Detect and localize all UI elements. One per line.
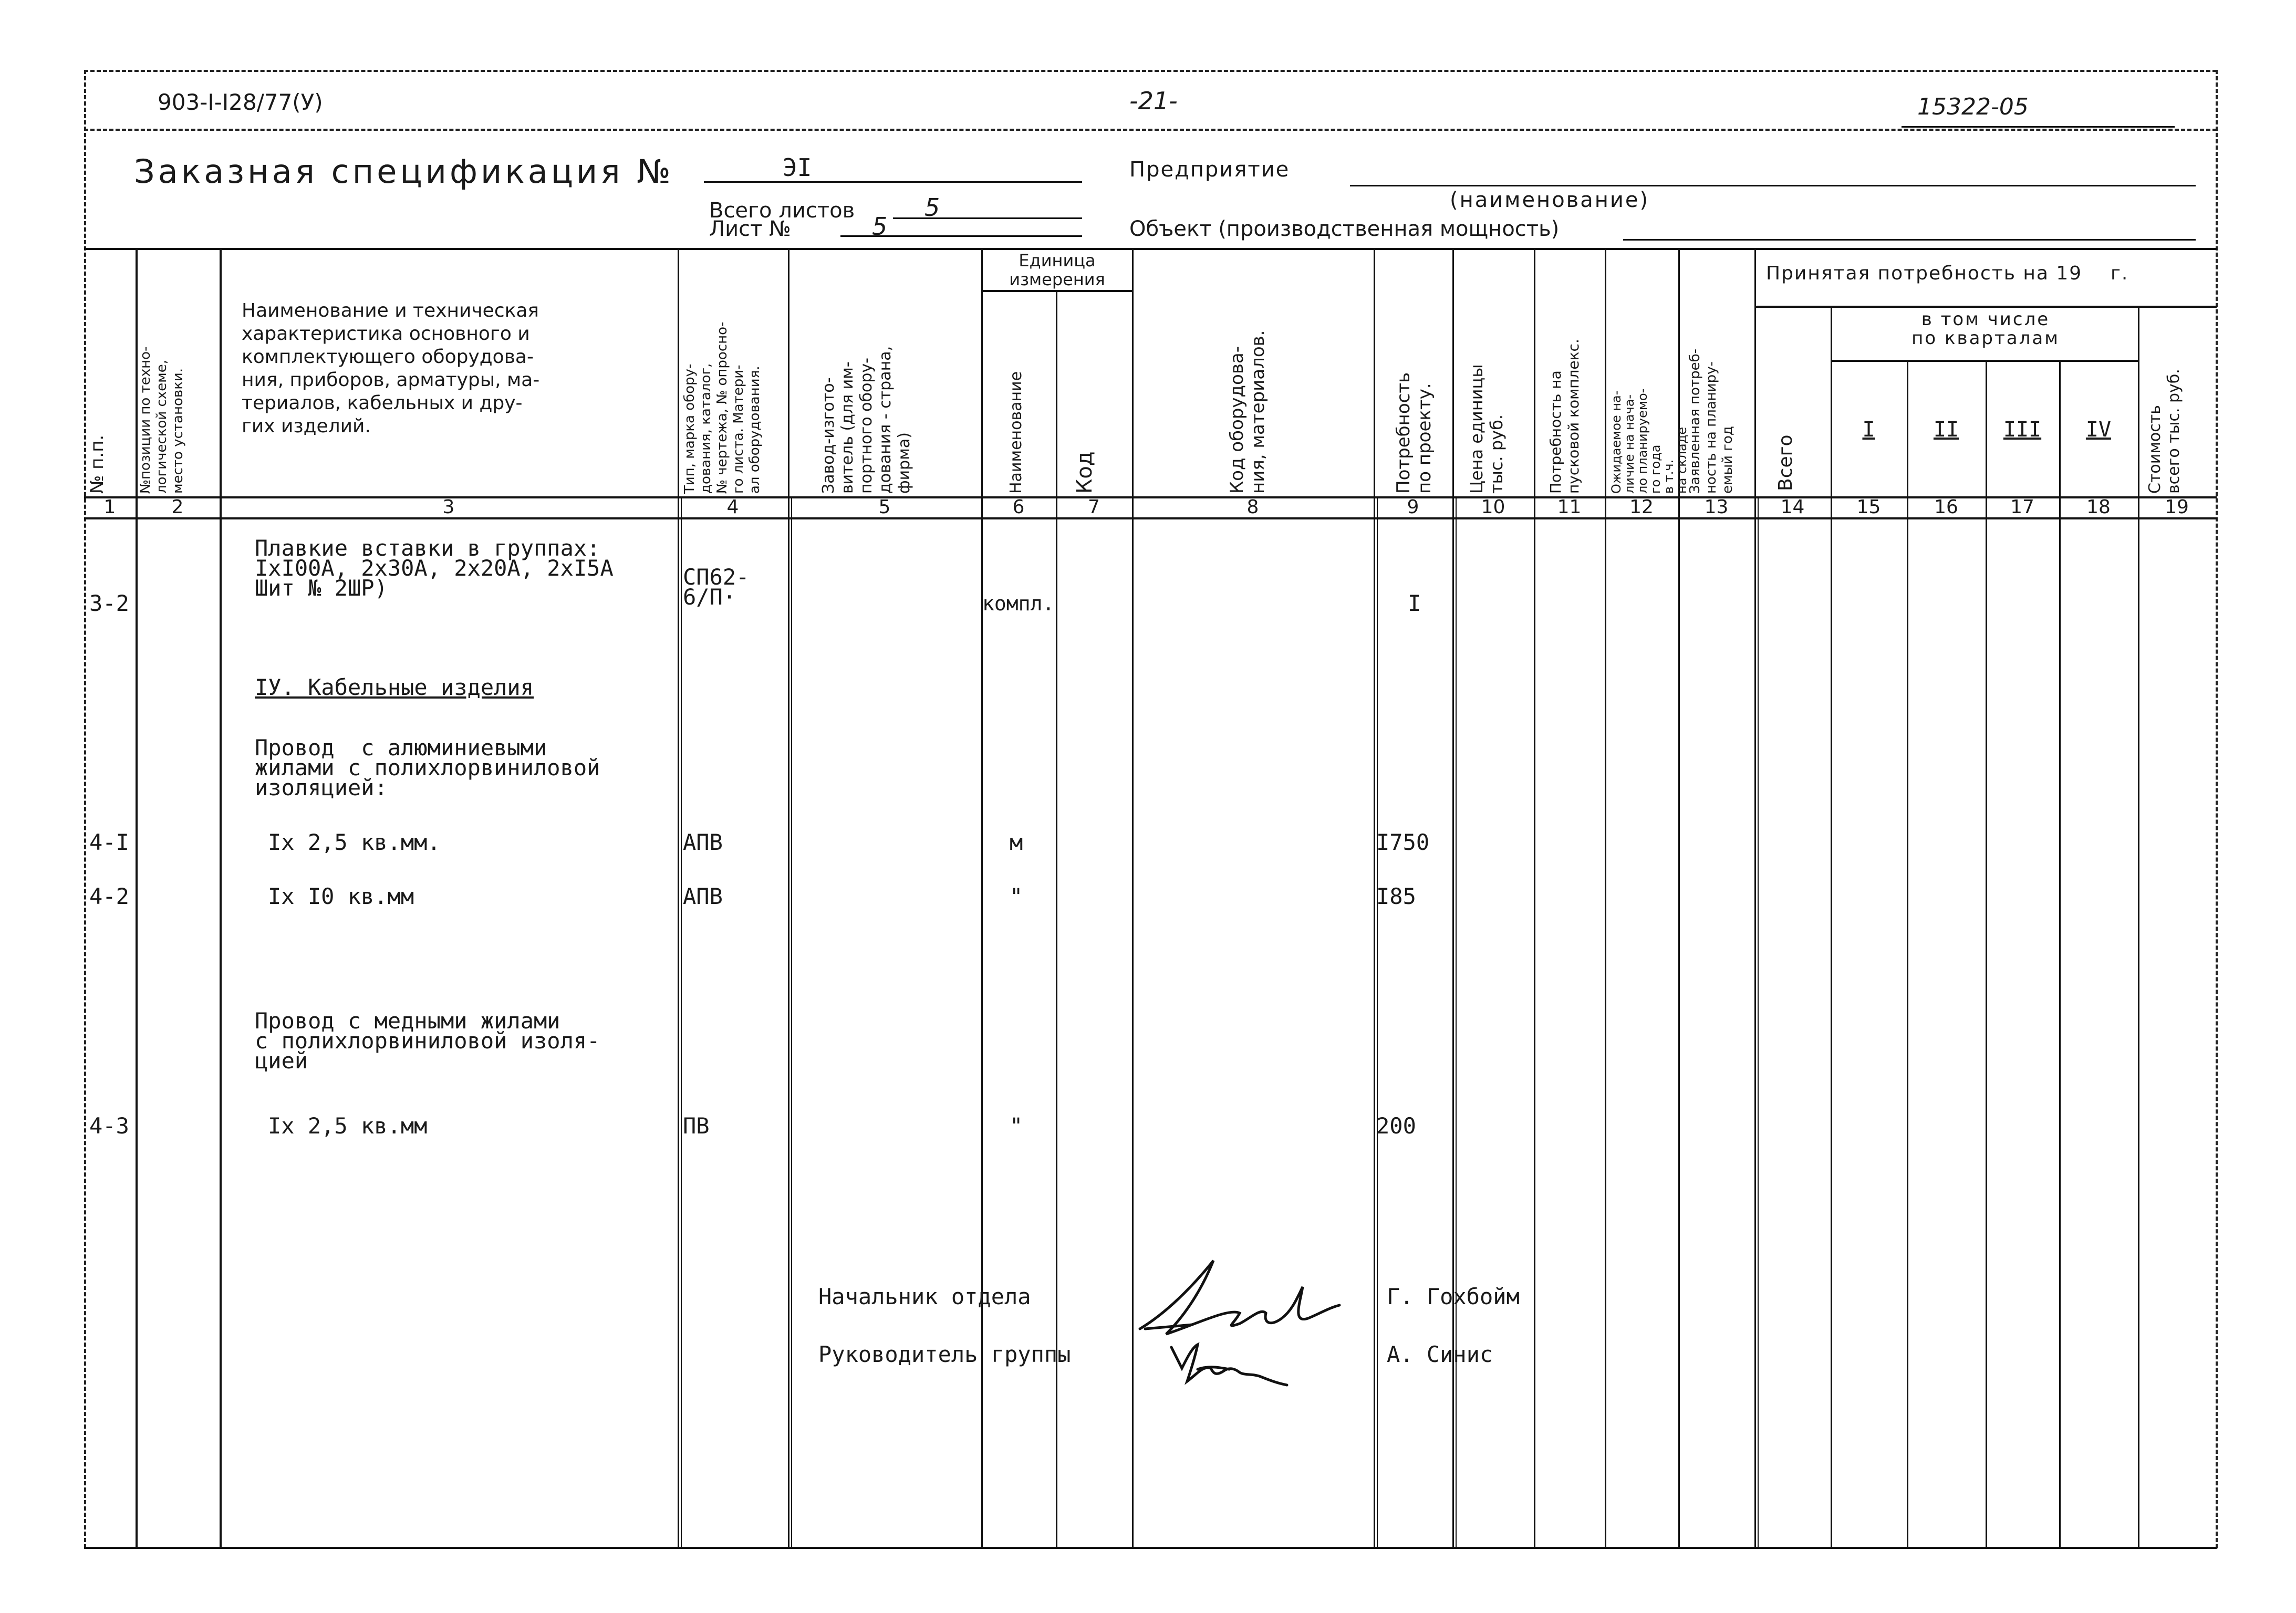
column-divider [1534, 248, 1535, 1547]
column-divider-inner [1456, 496, 1457, 1547]
row-1-qty: I [1408, 590, 1421, 616]
column-divider [2059, 360, 2061, 1547]
object-line [1623, 239, 2196, 241]
enterprise-caption: (наименование) [1450, 188, 1650, 212]
column-divider-inner [681, 496, 682, 1547]
column-divider [788, 248, 789, 1547]
col-declared-header: Заявленная потреб- ность на планиру- емый год [1687, 349, 1736, 494]
archive-underline [1902, 126, 2175, 128]
col-price-header: Цена единицы тыс. руб. [1467, 364, 1507, 494]
col-unit-code-header: Код [1073, 451, 1097, 494]
row-2-name: Ix 2,5 кв.мм. [268, 829, 441, 855]
column-divider-inner [1377, 496, 1378, 1547]
row-3-type: АПВ [683, 883, 723, 909]
column-number: 18 [2086, 496, 2111, 518]
row-3-name: Ix I0 кв.мм [268, 883, 414, 909]
sheets-total-line [893, 217, 1082, 219]
row-2-type: АПВ [683, 829, 723, 855]
column-number: 11 [1557, 496, 1582, 518]
quarter-2-header: II [1933, 418, 1959, 442]
row-2-qty: I750 [1376, 829, 1430, 855]
column-number: 12 [1629, 496, 1654, 518]
section-title: IУ. Кабельные изделия [255, 674, 534, 700]
signature-2-image [1166, 1337, 1303, 1395]
frame-right [2216, 70, 2218, 1548]
accepted-group-header: Принятая потребность на 19 г. [1766, 263, 2129, 284]
column-divider [1907, 360, 1908, 1547]
object-label: Объект (производственная мощность) [1129, 217, 1560, 241]
frame-top [84, 70, 2217, 72]
col-cost-header: Стоимость всего тыс. руб. [2146, 369, 2183, 494]
col-unit-name-header: Наименование [1007, 371, 1025, 494]
column-number: 10 [1481, 496, 1505, 518]
spec-title: Заказная спецификация № [134, 152, 674, 191]
col-type-header: Тип, марка обору- дования, каталог, № чертежа, № опросно- го листа. Матери- ал оборудования. [682, 321, 763, 494]
sheet-label: Лист № [709, 217, 791, 241]
col-material-code-header: Код оборудова- ния, материалов. [1227, 330, 1269, 494]
enterprise-label: Предприятие [1129, 158, 1290, 182]
row-2-unit: м [1010, 829, 1023, 855]
column-divider-inner [1758, 496, 1759, 1547]
col-total-header: Всего [1775, 434, 1796, 491]
sheet-number: 5 [872, 212, 888, 241]
spec-number-line [704, 181, 1082, 183]
row-1-unit: компл. [982, 592, 1055, 615]
row-4-no: 4-3 [89, 1113, 129, 1139]
column-divider [2138, 306, 2139, 1547]
row-3-unit: " [1010, 883, 1023, 909]
group-1-title: Провод с алюминиевыми жилами с полихлорвиниловой изоляцией: [255, 735, 600, 800]
doc-code: 903-I-I28/77(У) [158, 89, 323, 115]
group-2-title: Провод с медными жилами с полихлорвиниловой изоля- цией [255, 1008, 600, 1074]
column-divider [1754, 248, 1756, 1547]
column-divider [1374, 248, 1375, 1547]
row-1-no: 3-2 [89, 590, 129, 616]
signature-name-1: Г. Гохбойм [1387, 1284, 1520, 1309]
col-name-header: Наименование и техническая характеристика основного и комплектующего оборудова- ния, приборов, арматуры, ма- териалов, кабельных и дру- гих изделий. [242, 300, 540, 437]
sheets-total: 5 [924, 193, 940, 222]
row-3-qty: I85 [1376, 883, 1416, 909]
column-number: 9 [1407, 496, 1419, 518]
enterprise-line [1350, 185, 2196, 186]
column-divider-inner [791, 496, 792, 1547]
column-number: 17 [2010, 496, 2034, 518]
column-number: 14 [1780, 496, 1805, 518]
sheets-total-label: Всего листов [709, 199, 855, 223]
spec-number: ЭI [783, 153, 812, 182]
column-number: 15 [1856, 496, 1881, 518]
frame-left [84, 70, 86, 1548]
col-unit-header: Единица измерения [1009, 251, 1105, 289]
column-number: 6 [1012, 496, 1025, 518]
column-number: 5 [878, 496, 891, 518]
row-4-qty: 200 [1376, 1113, 1416, 1139]
column-number: 4 [726, 496, 739, 518]
column-divider [678, 248, 679, 1547]
column-number: 2 [171, 496, 184, 518]
frame-header-divider [84, 129, 2217, 131]
row-1-type: СП62- 6/П· [683, 564, 750, 610]
quarters-header: в том числе по кварталам [1911, 309, 2060, 349]
column-divider [220, 248, 222, 1547]
column-number: 16 [1934, 496, 1958, 518]
sheet-line [840, 235, 1082, 237]
column-divider [1132, 248, 1134, 1547]
col-expected-header: Ожидаемое на- личие на нача- ло планируемо- го года в т.ч. на складе [1609, 388, 1689, 494]
row-2-no: 4-I [89, 829, 129, 855]
archive-number: 15322-05 [1917, 93, 2029, 120]
column-number: 3 [442, 496, 455, 518]
column-divider [1986, 360, 1987, 1547]
row-3-no: 4-2 [89, 883, 129, 909]
quarter-4-header: IV [2085, 418, 2112, 442]
table-top [84, 248, 2217, 250]
signature-name-2: А. Синис [1387, 1341, 1493, 1367]
frame-bottom [84, 1547, 2217, 1549]
row-4-type: ПВ [683, 1113, 710, 1139]
column-number: 7 [1088, 496, 1100, 518]
column-number: 8 [1246, 496, 1259, 518]
col-need-header: Потребность по проекту. [1393, 372, 1435, 494]
column-number: 13 [1704, 496, 1729, 518]
signature-role-2: Руководитель группы [818, 1341, 1071, 1367]
row-4-unit: " [1010, 1113, 1023, 1139]
column-number: 19 [2165, 496, 2189, 518]
column-divider [1605, 248, 1606, 1547]
col-launch-header: Потребность на пусковой комплекс. [1547, 339, 1582, 494]
column-divider [1831, 306, 1832, 1547]
quarter-3-header: III [2003, 418, 2042, 442]
signature-role-1: Начальник отдела [818, 1284, 1031, 1309]
quarters-sub-line [1831, 360, 2138, 362]
column-number: 1 [103, 496, 116, 518]
page-number: -21- [1129, 87, 1178, 115]
col-no-header: № п.п. [87, 434, 108, 494]
col-position-header: №позиции по техно- логической схеме, место установки. [138, 346, 186, 494]
row-1-name: Плавкие вставки в группах: IxI00A, 2x30A, 2x20A, 2xI5A Шит № 2ШР) [255, 535, 614, 601]
row-4-name: Ix 2,5 кв.мм [268, 1113, 428, 1139]
quarter-1-header: I [1862, 418, 1875, 442]
col-maker-header: Завод-изгото- витель (для им- портного обору- дования - страна, фирма) [819, 346, 913, 494]
